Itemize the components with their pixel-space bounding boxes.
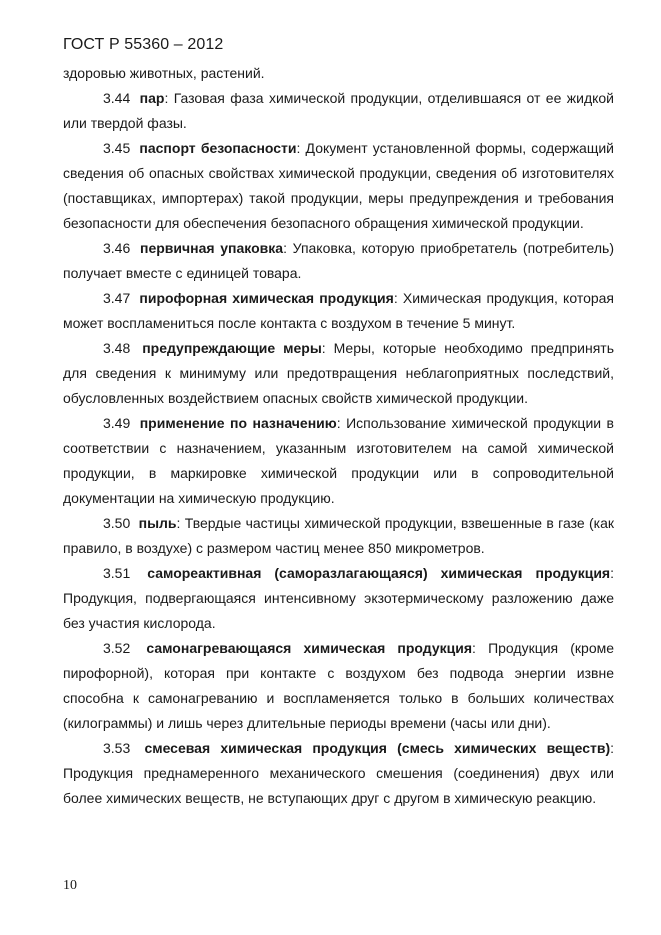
continuation-text: здоровью животных, растений.	[63, 65, 265, 81]
entry-term: применение по назначению	[139, 415, 337, 431]
definition-entry	[63, 411, 614, 511]
definition-entry	[63, 86, 614, 136]
definition-entry	[63, 286, 614, 336]
definition-entry	[63, 561, 614, 636]
entry-number: 3.52	[103, 640, 131, 656]
entry-term: смесевая химическая продукция (смесь химических веществ)	[144, 740, 611, 756]
entry-number: 3.53	[103, 740, 131, 756]
definition-entry	[63, 136, 614, 236]
entry-number: 3.44	[103, 90, 131, 106]
entry-term: самореактивная (саморазлагающаяся) химическая продукция	[147, 565, 611, 581]
entry-term: самонагревающаяся химическая продукция	[146, 640, 473, 656]
definition-entry	[63, 736, 614, 811]
entry-definition: : Продукция (кроме пирофорной), которая при контакте с воздухом без подвода энергии извне способна к самонагреванию и воспламеняется только в больших количествах (килограммы) и лишь через длительные периоды времени (часы или дни).	[63, 640, 615, 731]
definition-entry	[63, 511, 614, 561]
entry-number: 3.45	[103, 140, 131, 156]
entry-term: пирофорная химическая продукция	[139, 290, 394, 306]
document-header: ГОСТ Р 55360 – 2012	[63, 36, 224, 53]
entry-definition: : Продукция, подвергающаяся интенсивному экзотермическому разложению даже без участия кислорода.	[63, 565, 614, 631]
entry-definition: : Химическая продукция, которая может воспламениться после контакта с воздухом в течение 5 минут.	[63, 290, 615, 331]
entry-number: 3.47	[103, 290, 131, 306]
entry-definition: : Упаковка, которую приобретатель (потребитель) получает вместе с единицей товара.	[63, 240, 614, 281]
entry-definition: : Использование химической продукции в соответствии с назначением, указанным изготовителем на самой химической продукции, в маркировке химической продукции или в сопроводительной документации на химическую продукцию.	[63, 415, 614, 506]
entry-definition: : Документ установленной формы, содержащий сведения об опасных свойствах химической продукции, сведения об изготовителях (поставщиках, импортерах) такой продукции, меры предупреждения и требования безопасности для обеспечения безопасного обращения химической продукции.	[63, 140, 614, 231]
definition-entry	[63, 636, 614, 736]
entry-term: пар	[139, 90, 165, 106]
entry-number: 3.48	[103, 340, 131, 356]
entry-term: предупреждающие меры	[142, 340, 322, 356]
entry-definition: : Газовая фаза химической продукции, отделившаяся от ее жидкой или твердой фазы.	[63, 90, 614, 131]
entry-definition: : Продукция преднамеренного механического смешения (соединения) двух или более химических веществ, не вступающих друг с другом в химическую реакцию.	[63, 740, 614, 806]
definition-entry	[63, 236, 614, 286]
definition-entry	[63, 336, 614, 411]
entry-term: пыль	[138, 515, 177, 531]
document-body	[63, 61, 614, 811]
entry-number: 3.51	[103, 565, 131, 581]
entry-number: 3.46	[103, 240, 131, 256]
entry-definition: : Меры, которые необходимо предпринять для сведения к минимуму или предотвращения неблагоприятных последствий, обусловленных воздействием опасных свойств химической продукции.	[63, 340, 614, 406]
entry-term: первичная упаковка	[139, 240, 284, 256]
entry-term: паспорт безопасности	[139, 140, 297, 156]
entry-definition: : Твердые частицы химической продукции, взвешенные в газе (как правило, в воздухе) с размером частиц менее 850 микрометров.	[63, 515, 615, 556]
entry-number: 3.49	[103, 415, 131, 431]
entry-number: 3.50	[103, 515, 131, 531]
page-number: 10	[63, 878, 77, 893]
